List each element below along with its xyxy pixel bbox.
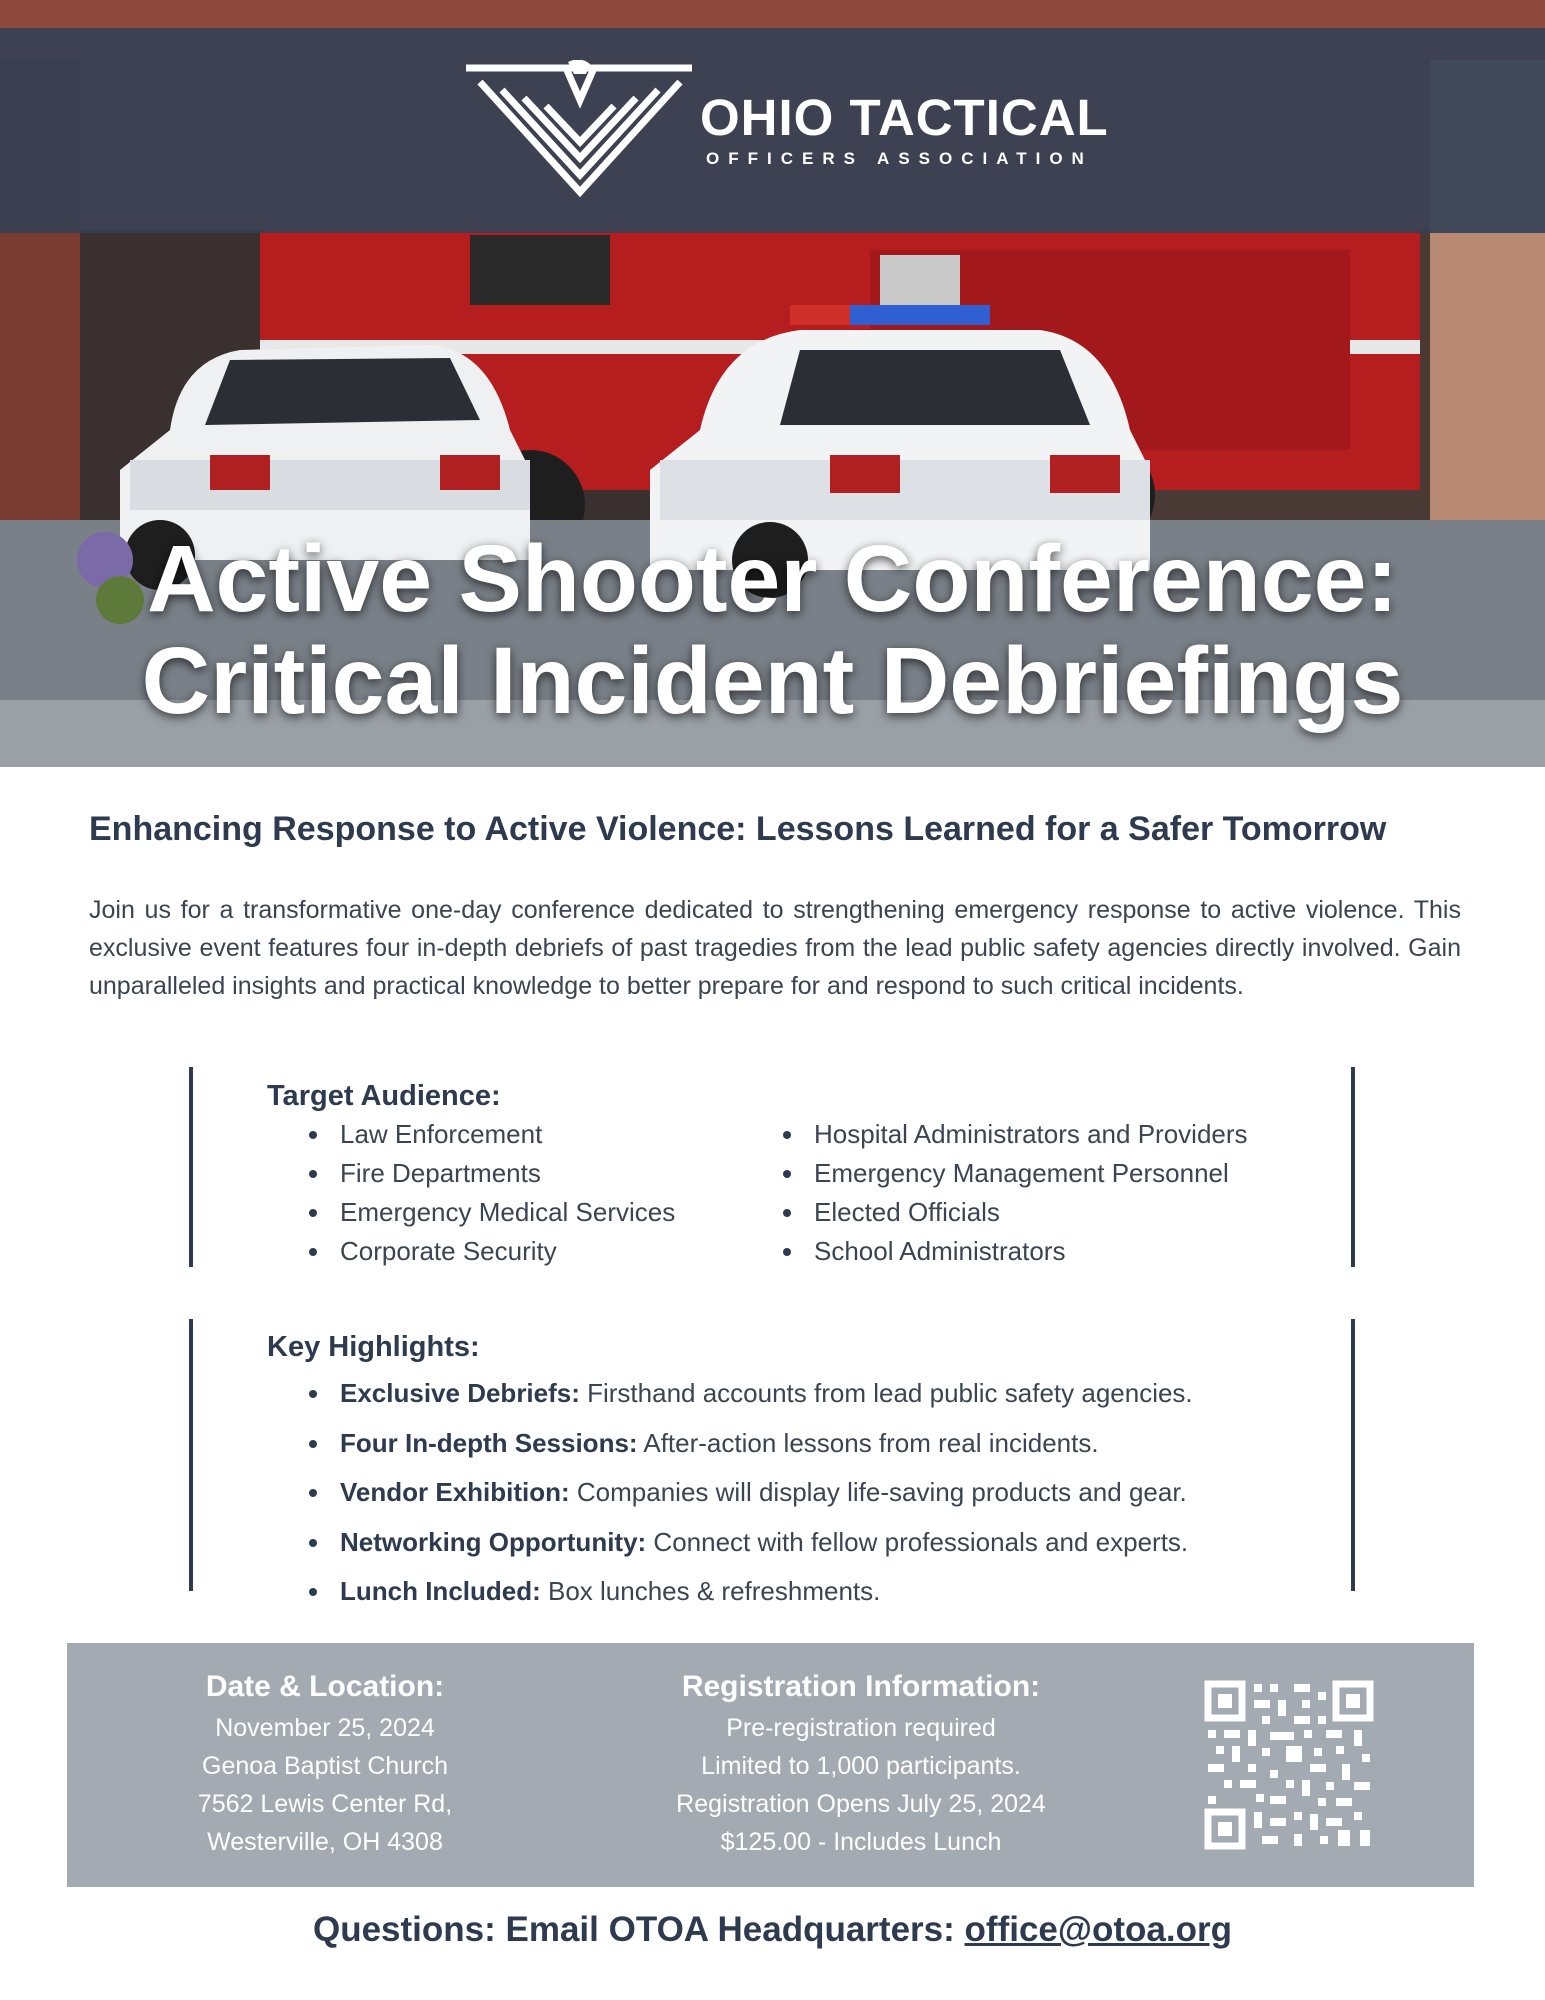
qr-code-icon[interactable] (1204, 1680, 1374, 1850)
audience-list-right (777, 1115, 1248, 1271)
registration-heading: Registration Information: (681, 1670, 1041, 1703)
list-item (303, 1567, 1193, 1617)
highlight-label: Vendor Exhibition: (340, 1477, 570, 1507)
list-item: School Administrators (777, 1232, 1248, 1271)
highlight-label: Exclusive Debriefs: (340, 1378, 580, 1408)
list-item (303, 1419, 1193, 1469)
registration-line: Registration Opens July 25, 2024 (676, 1790, 1046, 1818)
highlight-label: Four In-depth Sessions: (340, 1427, 638, 1458)
target-audience-panel (189, 1067, 1355, 1267)
registration-price: $125.00 - Includes Lunch (720, 1828, 1002, 1856)
highlights-list (303, 1369, 1193, 1617)
intro-paragraph: Join us for a transformative one-day conference dedicated to strengthening emergency response to active violence. This exclusive event features four in-depth debriefs of past tragedies from the lead public safety agencies directly involved. Gain unparalleled insights and practical knowledge to better prepare for and respond to such critical incidents. (89, 896, 1461, 1000)
venue-name: Genoa Baptist Church (202, 1752, 448, 1780)
logo-title: OHIO TACTICAL (700, 89, 1109, 146)
date-location-heading: Date & Location: (205, 1670, 445, 1703)
list-item (303, 1369, 1193, 1419)
highlight-text: Box lunches & refreshments. (540, 1576, 881, 1606)
list-item: Hospital Administrators and Providers (777, 1115, 1248, 1154)
target-audience-heading: Target Audience: (267, 1080, 501, 1112)
title-line-1: Active Shooter Conference: (146, 526, 1399, 632)
list-item: Law Enforcement (303, 1115, 675, 1154)
event-date: November 25, 2024 (215, 1714, 435, 1742)
contact-email-link[interactable]: office@otoa.org (964, 1910, 1232, 1949)
highlight-text: Firsthand accounts from lead public safety agencies. (579, 1378, 1193, 1408)
highlight-label: Networking Opportunity: (340, 1526, 647, 1557)
list-item: Fire Departments (303, 1154, 675, 1193)
registration-line: Pre-registration required (726, 1714, 996, 1742)
registration-line: Limited to 1,000 participants. (701, 1752, 1021, 1780)
contact-prefix: Questions: Email OTOA Headquarters: (312, 1910, 965, 1949)
event-info-box (67, 1643, 1474, 1887)
highlight-label: Lunch Included: (340, 1576, 541, 1606)
page-title (0, 528, 1545, 732)
list-item: Corporate Security (303, 1232, 675, 1271)
highlight-text: Connect with fellow professionals and experts. (646, 1526, 1189, 1557)
title-line-2: Critical Incident Debriefings (141, 628, 1404, 734)
conference-subtitle: Enhancing Response to Active Violence: Lessons Learned for a Safer Tomorrow (89, 810, 1387, 848)
eagle-chevron-icon (462, 60, 698, 200)
registration-section (651, 1667, 1071, 1861)
venue-street: 7562 Lewis Center Rd, (197, 1790, 453, 1818)
list-item: Emergency Medical Services (303, 1193, 675, 1232)
hero-banner (0, 0, 1545, 767)
venue-city: Westerville, OH 4308 (207, 1828, 443, 1856)
list-item: Emergency Management Personnel (777, 1154, 1248, 1193)
highlight-text: After-action lessons from real incidents. (637, 1427, 1099, 1458)
key-highlights-panel (189, 1319, 1355, 1606)
list-item (303, 1518, 1193, 1568)
highlight-text: Companies will display life-saving products and gear. (569, 1477, 1187, 1507)
key-highlights-heading: Key Highlights: (267, 1331, 480, 1363)
contact-footer (0, 1910, 1545, 1950)
date-location-section (175, 1667, 475, 1861)
audience-list-left (303, 1115, 675, 1271)
list-item: Elected Officials (777, 1193, 1248, 1232)
list-item (303, 1468, 1193, 1518)
logo-subtitle: OFFICERS ASSOCIATION (706, 149, 1093, 168)
